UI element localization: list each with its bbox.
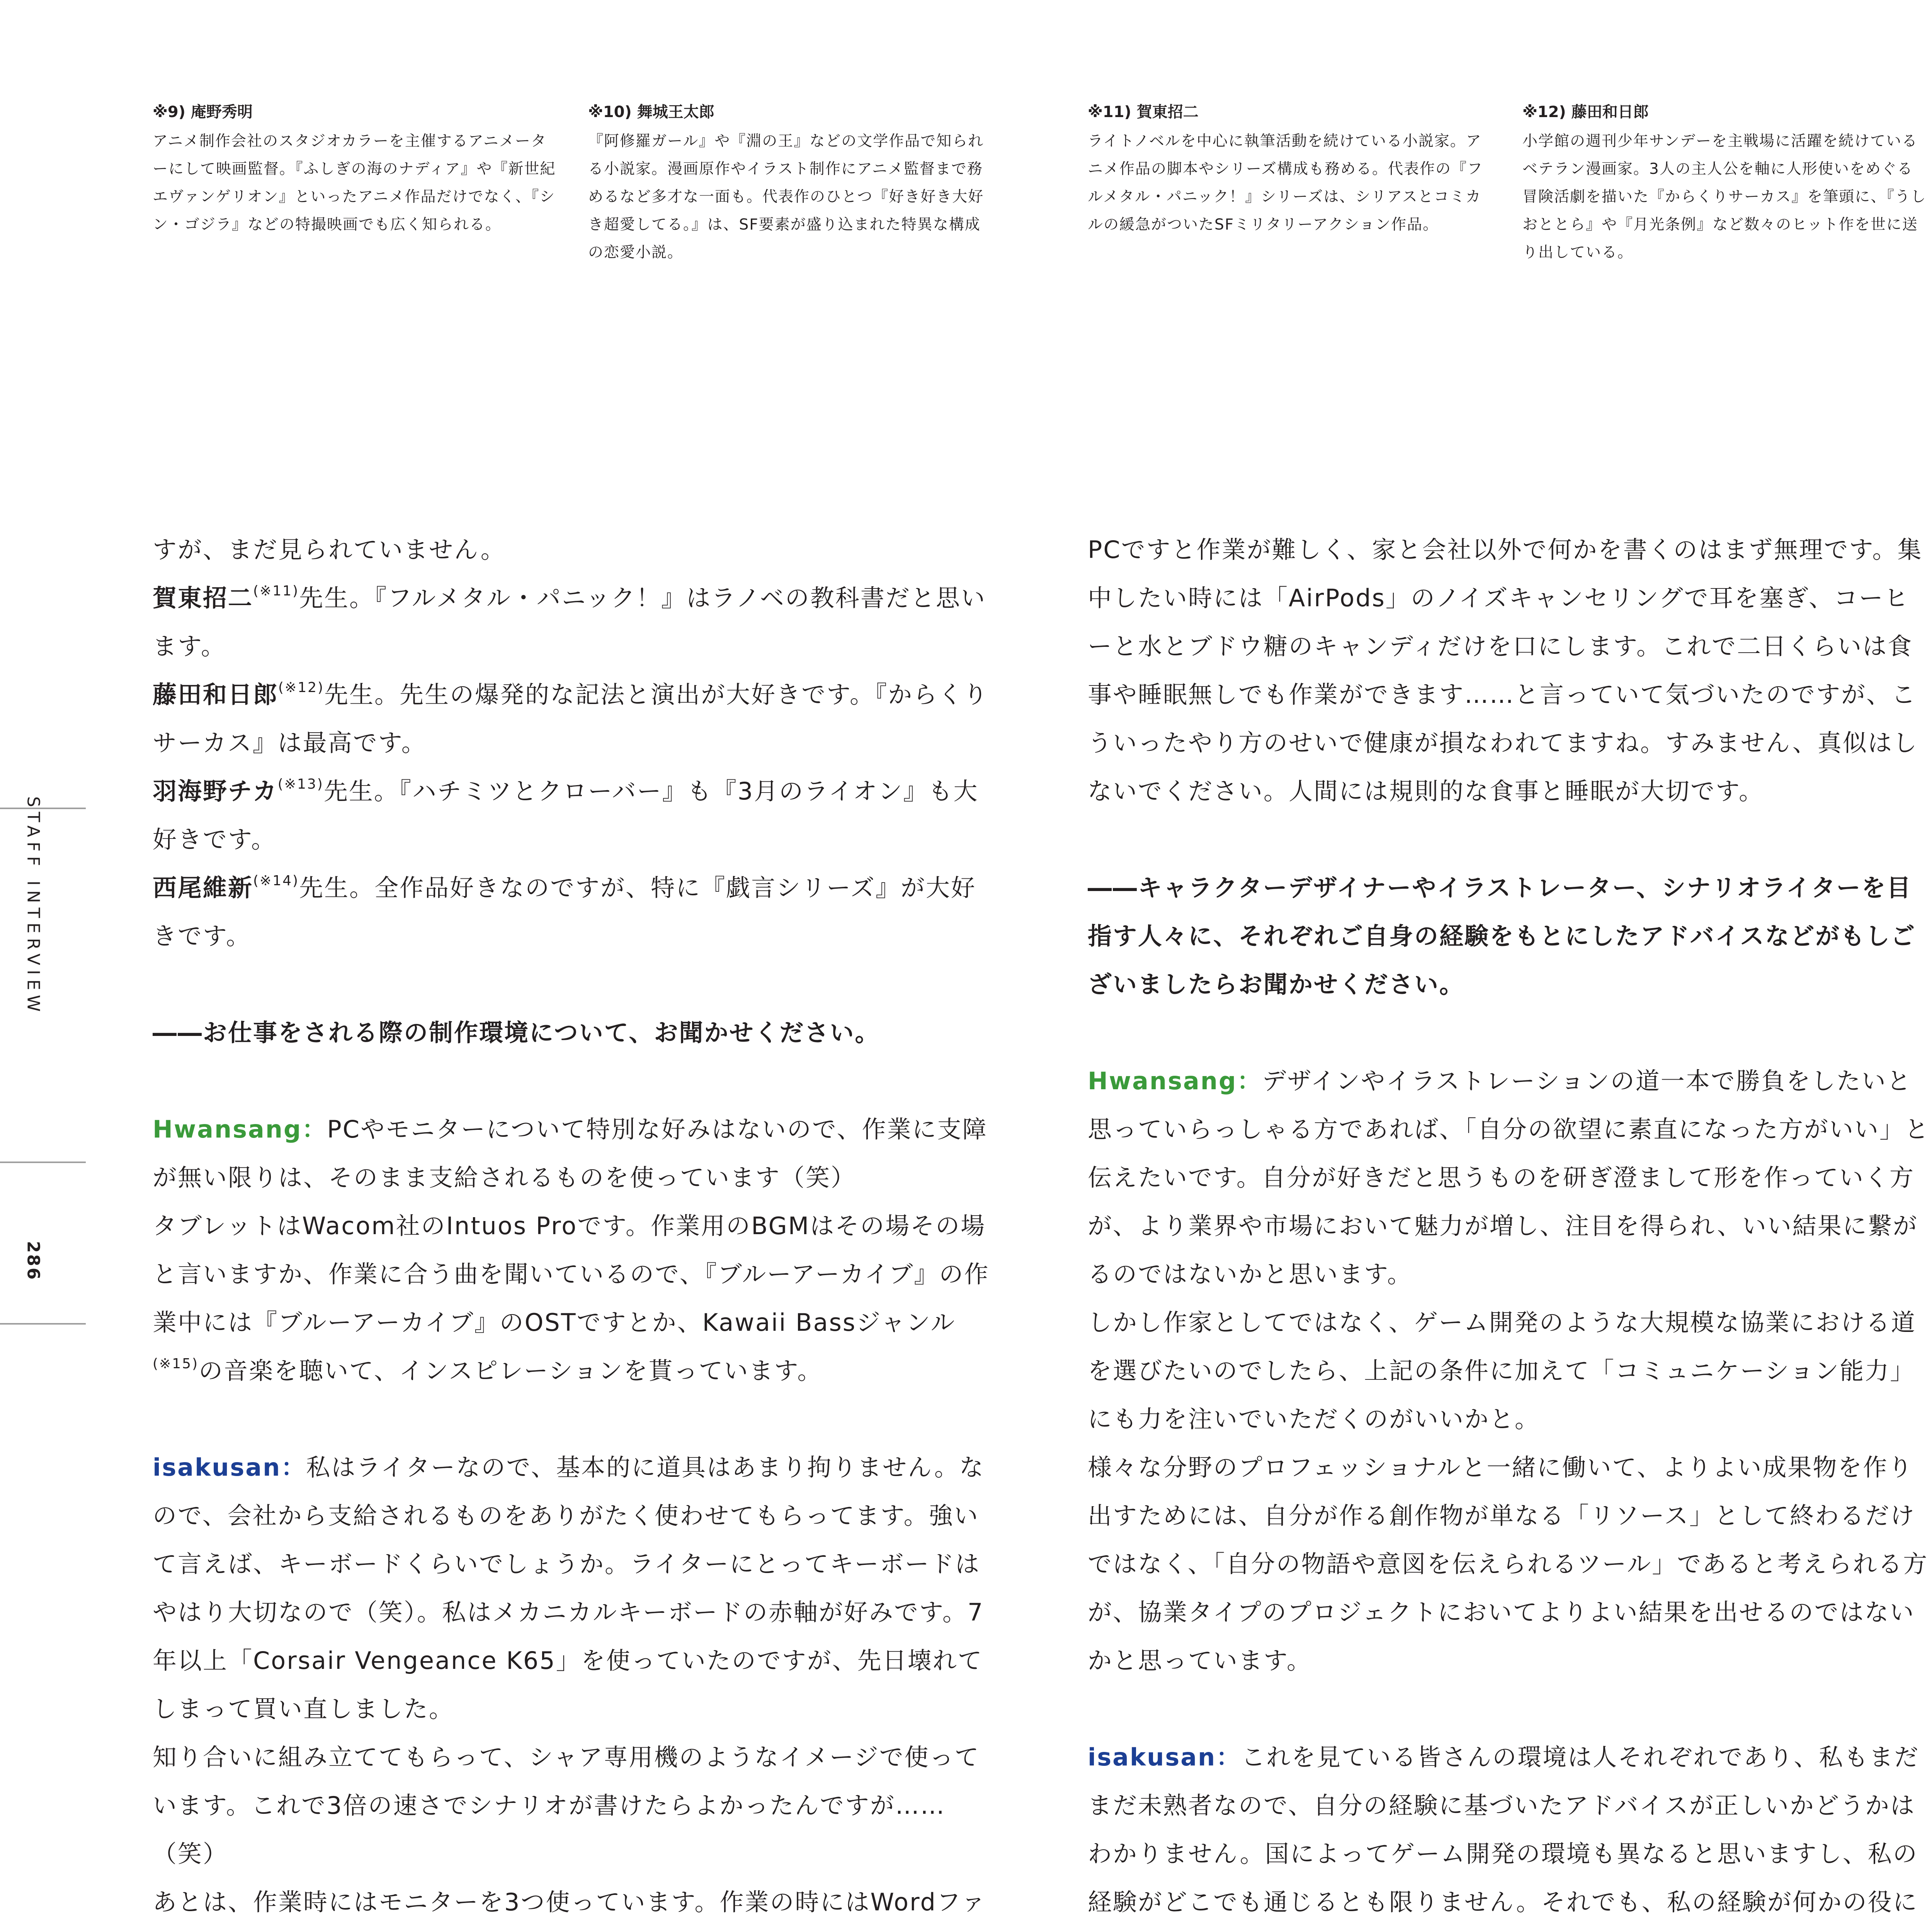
footnote-text: 『阿修羅ガール』や『淵の王』などの文学作品で知られる小説家。漫画原作やイラスト制作にアニメ監督まで務めるなど多才な一面も。代表作のひとつ『好き好き大好き超愛してる。』は、SF要素が盛り込まれた特異な構成の恋愛小説。 (588, 133, 984, 261)
answer-text: タブレットはWacom社のIntuos Proです。作業用のBGMはその場その場と言いますか、作業に合う曲を聞いているので、『ブルーアーカイブ』の作業中には『ブルーアーカイブ』のOSTですとか、Kawaii Bassジャンル (153, 1212, 990, 1337)
footnote-text: ライトノベルを中心に執筆活動を続けている小説家。アニメ作品の脚本やシリーズ構成も務める。代表作の『フルメタル・パニック！』シリーズは、シリアスとコミカルの緩急がついたSFミリタリーアクション作品。 (1088, 133, 1483, 233)
answer-paragraph: あとは、作業時にはモニターを3つ使っています。作業の時にはWordファ (153, 1888, 986, 1916)
footnote-heading: ※12) 藤田和日郎 (1522, 103, 1649, 121)
sidebar-rule-middle (0, 1162, 86, 1163)
person-name: 羽海野チカ (153, 777, 278, 805)
section-title: STAFF INTERVIEW (23, 796, 43, 1017)
paragraph: PCですと作業が難しく、家と会社以外で何かを書くのはまず無理です。集中したい時には「AirPods」のノイズキャンセリングで耳を塞ぎ、コーヒーと水とブドウ糖のキャンディだけを口にします。これで二日くらいは食事や睡眠無しでも作業ができます……と言っていて気づいたのですが、こういったやり方のせいで健康が損なわれてますね。すみません、真似はしないでください。人間には規則的な食事と睡眠が大切です。 (1088, 536, 1923, 805)
footnote-ref: (※11) (253, 583, 299, 599)
paragraph-text: 先生。『ハチミツとクローバー』も『3月のライオン』も大好きです。 (153, 777, 979, 854)
answer-text: の音楽を聴いて、インスピレーションを貰っています。 (199, 1357, 823, 1385)
footnote-heading: ※9) 庵野秀明 (153, 103, 253, 121)
person-name: 藤田和日郎 (153, 680, 279, 709)
text-column-1 (153, 526, 995, 1932)
speaker-hwansang: Hwansang： (153, 1115, 327, 1143)
answer-paragraph (1088, 1733, 1930, 1932)
speaker-hwansang: Hwansang： (1088, 1067, 1262, 1095)
answer-paragraph (1088, 1057, 1930, 1298)
answer-text: デザインやイラストレーションの道一本で勝負をしたいと思っていらっしゃる方であれば、「自分の欲望に素直になった方がいい」と伝えたいです。自分が好きだと思うものを研ぎ澄まして形を作っていく方が、より業界や市場において魅力が増し、注目を得られ、いい結果に繋がるのではないかと思います。 (1088, 1067, 1930, 1288)
footnote-text: 小学館の週刊少年サンデーを主戦場に活躍を続けているベテラン漫画家。3人の主人公を軸に人形使いをめぐる冒険活劇を描いた『からくりサーカス』を筆頭に、『うしおととら』や『月光条例』など数々のヒット作を世に送り出している。 (1522, 133, 1927, 261)
paragraph (153, 767, 995, 864)
text-column-2 (1088, 526, 1930, 1932)
footnote-ref: (※13) (277, 776, 324, 792)
sidebar-rule-bottom (0, 1323, 86, 1325)
paragraph-text: 先生。先生の爆発的な記法と演出が大好きです。『からくりサーカス』は最高です。 (153, 680, 989, 757)
footnote-text: アニメ制作会社のスタジオカラーを主催するアニメーターにして映画監督。『ふしぎの海のナディア』や『新世紀エヴァンゲリオン』といったアニメ作品だけでなく、『シン・ゴジラ』などの特撮映画でも広く知られる。 (153, 133, 556, 233)
answer-paragraph: 様々な分野のプロフェッショナルと一緒に働いて、よりよい成果物を作り出すためには、自分が作る創作物が単なる「リソース」として終わるだけではなく、「自分の物語や意図を伝えられるツール」であると考えられる方が、協業タイプのプロジェクトにおいてよりよい結果を出せるのではないかと思っています。 (1088, 1453, 1929, 1675)
page-number: 286 (23, 1241, 43, 1281)
person-name: 西尾維新 (153, 874, 253, 902)
paragraph (153, 574, 995, 670)
footnote-ref: (※14) (253, 873, 299, 889)
person-name: 賀東招二 (153, 584, 253, 612)
footnote-9 (153, 100, 558, 239)
answer-paragraph (153, 1443, 995, 1733)
interview-question: ――キャラクターデザイナーやイラストレーター、シナリオライターを目指す人々に、それぞれご自身の経験をもとにしたアドバイスなどがもしございましたらお聞かせください。 (1088, 874, 1916, 998)
footnote-12 (1522, 100, 1928, 267)
answer-text: 私はライターなので、基本的に道具はあまり拘りません。なので、会社から支給されるものをありがたく使わせてもらってます。強いて言えば、キーボードくらいでしょうか。ライターにとってキーボードはやはり大切なので（笑）。私はメカニカルキーボードの赤軸が好みです。7年以上「Corsair Vengeance K65」を使っていたのですが、先日壊れてしまって買い直しました。 (153, 1453, 985, 1723)
paragraph: すが、まだ見られていません。 (153, 536, 506, 564)
footnote-heading: ※10) 舞城王太郎 (588, 103, 714, 121)
answer-paragraph: しかし作家としてではなく、ゲーム開発のような大規模な協業における道を選びたいのでしたら、上記の条件に加えて「コミュニケーション能力」にも力を注いでいただくのがいいかと。 (1088, 1308, 1916, 1433)
paragraph (153, 670, 995, 767)
answer-text: これを見ている皆さんの環境は人それぞれであり、私もまだまだ未熟者なので、自分の経験に基づいたアドバイスが正しいかどうかはわかりません。国によってゲーム開発の環境も異なると思いますし、私の経験がどこでも通じるとも限りません。それでも、私の経験が何かの役に (1088, 1743, 1920, 1916)
answer-paragraph: 知り合いに組み立ててもらって、シャア専用機のようなイメージで使っています。これで3倍の速さでシナリオが書けたらよかったんですが……（笑） (153, 1743, 980, 1868)
paragraph-text: 先生。全作品好きなのですが、特に『戯言シリーズ』が大好きです。 (153, 874, 976, 950)
answer-text: PCやモニターについて特別な好みはないので、作業に支障が無い限りは、そのまま支給されるものを使っています（笑） (153, 1115, 988, 1192)
footnote-ref: (※15) (153, 1356, 199, 1372)
footnote-11 (1088, 100, 1493, 239)
interview-question: ――お仕事をされる際の制作環境について、お聞かせください。 (153, 1019, 880, 1047)
speaker-isakusan: isakusan： (1088, 1743, 1242, 1771)
footnote-heading: ※11) 賀東招二 (1088, 103, 1199, 121)
answer-paragraph (153, 1105, 995, 1202)
footnote-10 (588, 100, 994, 267)
speaker-isakusan: isakusan： (153, 1453, 306, 1481)
answer-paragraph (153, 1202, 995, 1395)
footnote-ref: (※12) (278, 680, 325, 696)
paragraph (153, 864, 995, 960)
paragraph-text: 先生。『フルメタル・パニック！』はラノベの教科書だと思います。 (153, 584, 986, 660)
